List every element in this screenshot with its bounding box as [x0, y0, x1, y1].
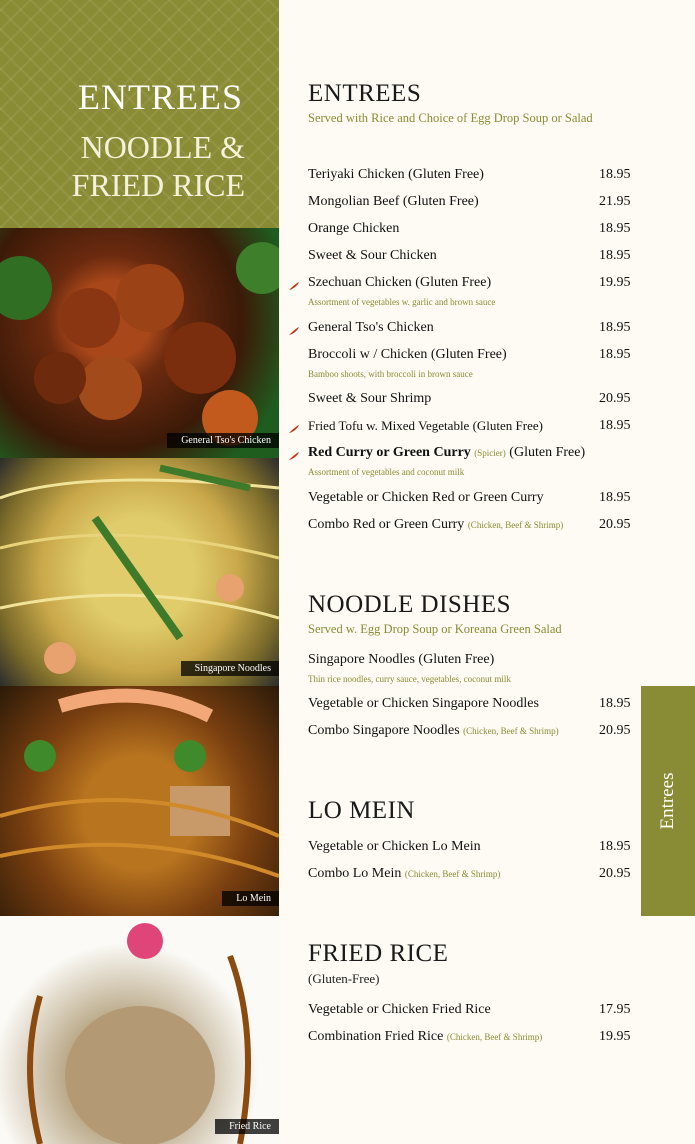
- spicy-pepper-icon: [288, 281, 300, 291]
- banner-subtitle-line-1: NOODLE &: [80, 129, 245, 165]
- menu-item: [308, 696, 539, 712]
- general-tso-illustration: [0, 228, 279, 458]
- noodles-heading: NOODLE DISHES: [308, 591, 512, 618]
- banner-subtitle: [72, 128, 245, 204]
- menu-item: [308, 248, 437, 264]
- left-panel: [0, 0, 279, 1144]
- item-price: 19.95: [599, 1029, 631, 1044]
- item-name: Szechuan Chicken (Gluten Free): [308, 275, 492, 290]
- item-name: Broccoli w / Chicken (Gluten Free): [308, 347, 507, 362]
- item-name: Sweet & Sour Chicken: [308, 248, 437, 263]
- menu-item: [308, 490, 544, 506]
- singapore-noodles-photo: [0, 458, 279, 686]
- menu-item: [308, 391, 431, 407]
- item-name: Mongolian Beef (Gluten Free): [308, 194, 479, 209]
- item-price: 18.95: [599, 490, 631, 505]
- item-note: (Spicier): [474, 448, 506, 458]
- item-price: 20.95: [599, 866, 631, 881]
- item-price: 18.95: [599, 839, 631, 854]
- item-note: (Chicken, Beef & Shrimp): [404, 869, 501, 879]
- menu-item: [308, 275, 491, 291]
- fried-rice-photo: [0, 916, 279, 1144]
- photo-caption: Singapore Noodles: [181, 661, 279, 676]
- singapore-noodles-illustration: [0, 458, 279, 686]
- menu-item: [308, 445, 585, 461]
- entrees-heading: ENTREES: [308, 80, 422, 107]
- item-price: 18.95: [599, 696, 631, 711]
- menu-item: [308, 839, 481, 855]
- item-name: Singapore Noodles (Gluten Free): [308, 652, 495, 667]
- item-name: Vegetable or Chicken Fried Rice: [308, 1002, 491, 1017]
- item-price: 17.95: [599, 1002, 631, 1017]
- menu-item: [308, 320, 434, 336]
- photo-caption: Fried Rice: [215, 1119, 279, 1134]
- item-price: 20.95: [599, 517, 631, 532]
- lomein-heading: LO MEIN: [308, 797, 415, 824]
- item-name: Vegetable or Chicken Red or Green Curry: [308, 490, 544, 505]
- item-price: 20.95: [599, 391, 631, 406]
- item-price: 18.95: [599, 418, 631, 433]
- item-price: 18.95: [599, 347, 631, 362]
- noodles-subheading: Served w. Egg Drop Soup or Koreana Green Salad: [308, 622, 562, 636]
- item-name: Orange Chicken: [308, 221, 400, 236]
- item-price: 19.95: [599, 275, 631, 290]
- item-name: Vegetable or Chicken Lo Mein: [308, 839, 481, 854]
- menu-item: [308, 723, 559, 739]
- item-price: 21.95: [599, 194, 631, 209]
- item-note: (Chicken, Beef & Shrimp): [463, 726, 559, 736]
- item-description: Thin rice noodles, curry sauce, vegetables, coconut milk: [308, 674, 511, 684]
- spicy-pepper-icon: [288, 451, 300, 461]
- menu-item: [308, 1002, 491, 1018]
- item-note: (Chicken, Beef & Shrimp): [467, 520, 564, 530]
- lo-mein-photo: [0, 686, 279, 916]
- item-name: Combination Fried Rice: [308, 1029, 444, 1044]
- item-price: 18.95: [599, 248, 631, 263]
- side-tab-label: Entrees: [657, 772, 678, 830]
- item-name: Red Curry or Green Curry: [308, 445, 471, 460]
- banner-title: ENTREES: [78, 77, 243, 117]
- item-description: Bamboo shoots, with broccoli in brown sauce: [308, 369, 473, 379]
- menu-item: [308, 866, 500, 882]
- item-name: Teriyaki Chicken (Gluten Free): [308, 167, 484, 182]
- general-tso-photo: [0, 228, 279, 458]
- menu-item: [308, 418, 543, 434]
- item-name: Combo Singapore Noodles: [308, 723, 460, 738]
- item-price: 18.95: [599, 320, 631, 335]
- item-price: 18.95: [599, 221, 631, 236]
- friedrice-heading: FRIED RICE: [308, 940, 449, 967]
- item-name: Combo Red or Green Curry: [308, 517, 465, 532]
- photo-caption: Lo Mein: [222, 891, 279, 906]
- item-name: General Tso's Chicken: [308, 320, 434, 335]
- item-suffix: (Gluten Free): [509, 445, 586, 460]
- friedrice-subheading: (Gluten-Free): [308, 971, 380, 986]
- item-description: Assortment of vegetables and coconut milk: [308, 467, 465, 477]
- menu-item: [308, 1029, 542, 1045]
- item-description: Assortment of vegetables w. garlic and brown sauce: [308, 297, 496, 307]
- lo-mein-illustration: [0, 686, 279, 916]
- menu-item: [308, 347, 507, 363]
- spicy-pepper-icon: [288, 326, 300, 336]
- item-name: Fried Tofu w. Mixed Vegetable (Gluten Free): [308, 418, 543, 433]
- menu-item: [308, 652, 494, 668]
- entrees-subheading: Served with Rice and Choice of Egg Drop Soup or Salad: [308, 111, 593, 125]
- spicy-pepper-icon: [288, 424, 300, 434]
- menu-item: [308, 221, 399, 237]
- item-name: Vegetable or Chicken Singapore Noodles: [308, 696, 539, 711]
- item-note: (Chicken, Beef & Shrimp): [446, 1032, 543, 1042]
- menu-item: [308, 167, 484, 183]
- fried-rice-illustration: [0, 916, 279, 1144]
- item-name: Combo Lo Mein: [308, 866, 402, 881]
- item-price: 18.95: [599, 167, 631, 182]
- item-name: Sweet & Sour Shrimp: [308, 391, 432, 406]
- item-price: 20.95: [599, 723, 631, 738]
- side-tab-entrees[interactable]: [641, 686, 695, 916]
- menu-item: [308, 517, 563, 533]
- banner: [0, 0, 279, 228]
- photo-caption: General Tso's Chicken: [167, 433, 279, 448]
- banner-subtitle-line-2: FRIED RICE: [71, 167, 245, 203]
- menu-item: [308, 194, 479, 210]
